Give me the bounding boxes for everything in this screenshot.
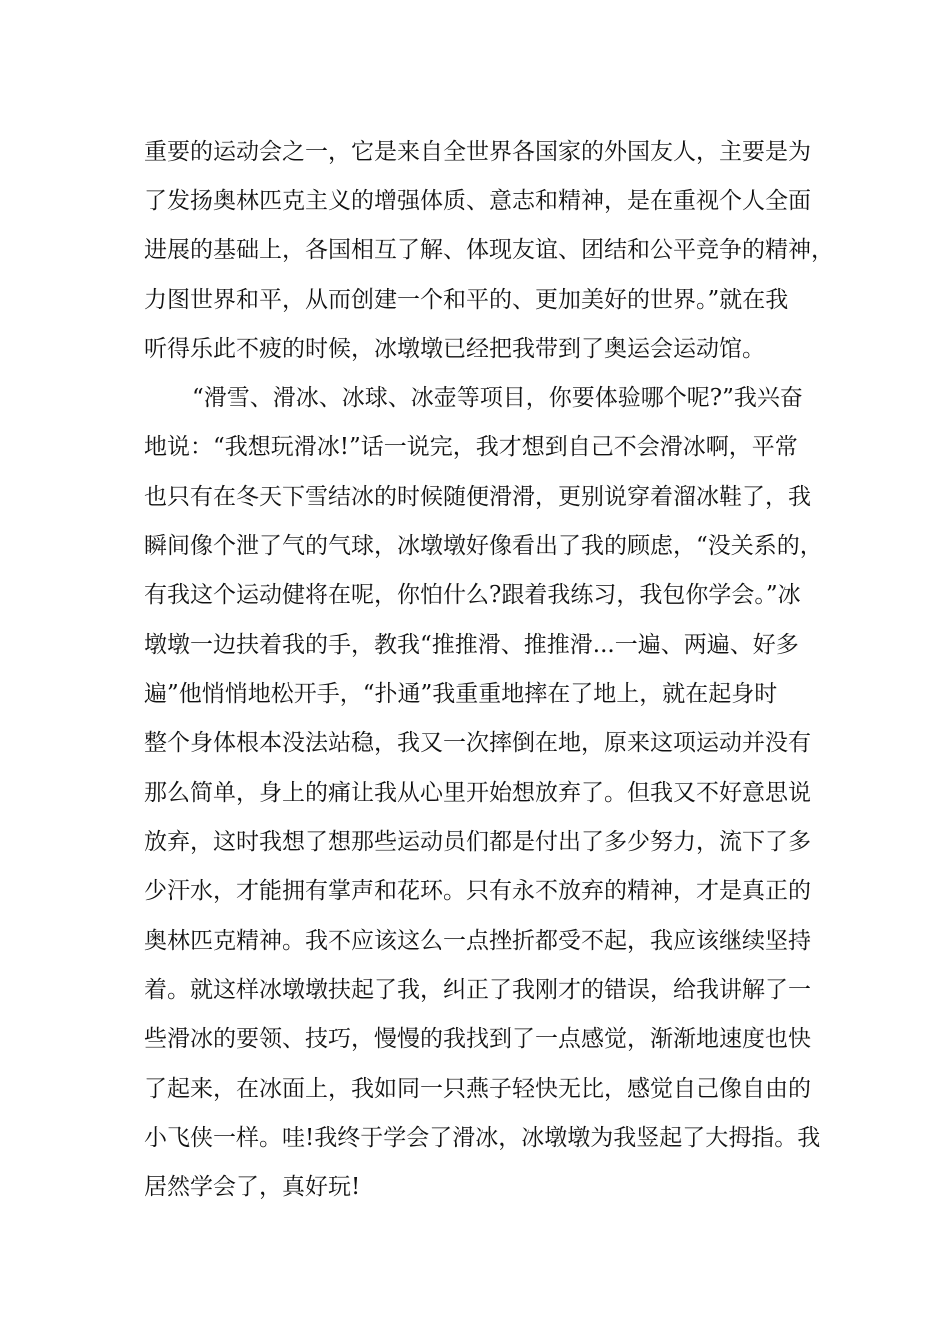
text-line: 墩墩一边扶着我的手，教我“推推滑、推推滑...一遍、两遍、好多 [144, 632, 799, 658]
text-line: 居然学会了，真好玩! [144, 1174, 361, 1200]
text-line: 瞬间像个泄了气的气球，冰墩墩好像看出了我的顾虑，“没关系的， [144, 533, 823, 559]
text-line: 有我这个运动健将在呢，你怕什么?跟着我练习，我包你学会。”冰 [144, 582, 801, 608]
text-line: 了发扬奥林匹克主义的增强体质、意志和精神，是在重视个人全面 [144, 188, 811, 214]
text-line: 重要的运动会之一，它是来自全世界各国家的外国友人，主要是为 [144, 139, 811, 165]
text-line: 进展的基础上，各国相互了解、体现友谊、团结和公平竞争的精神， [144, 237, 834, 263]
text-line: 听得乐此不疲的时候，冰墩墩已经把我带到了奥运会运动馆。 [144, 336, 765, 362]
text-line: 力图世界和平，从而创建一个和平的、更加美好的世界。”就在我 [144, 287, 789, 313]
text-line: 些滑冰的要领、技巧，慢慢的我找到了一点感觉，渐渐地速度也快 [144, 1026, 811, 1052]
text-line: 少汗水，才能拥有掌声和花环。只有永不放弃的精神，才是真正的 [144, 878, 811, 904]
text-line: 遍”他悄悄地松开手，“扑通”我重重地摔在了地上，就在起身时 [144, 681, 778, 707]
text-line: 放弃，这时我想了想那些运动员们都是付出了多少努力，流下了多 [144, 829, 811, 855]
text-line: “滑雪、滑冰、冰球、冰壶等项目，你要体验哪个呢?”我兴奋 [192, 385, 803, 411]
text-line: 地说：“我想玩滑冰!”话一说完，我才想到自己不会滑冰啊，平常 [144, 434, 798, 460]
text-line: 整个身体根本没法站稳，我又一次摔倒在地，原来这项运动并没有 [144, 730, 811, 756]
text-line: 着。就这样冰墩墩扶起了我，纠正了我刚才的错误，给我讲解了一 [144, 977, 811, 1003]
text-line: 也只有在冬天下雪结冰的时候随便滑滑，更别说穿着溜冰鞋了，我 [144, 484, 811, 510]
text-line: 了起来，在冰面上，我如同一只燕子轻快无比，感觉自己像自由的 [144, 1076, 811, 1102]
text-line: 奥林匹克精神。我不应该这么一点挫折都受不起，我应该继续坚持 [144, 928, 811, 954]
text-line: 小飞侠一样。哇!我终于学会了滑冰，冰墩墩为我竖起了大拇指。我 [144, 1125, 821, 1151]
text-line: 那么简单，身上的痛让我从心里开始想放弃了。但我又不好意思说 [144, 780, 811, 806]
